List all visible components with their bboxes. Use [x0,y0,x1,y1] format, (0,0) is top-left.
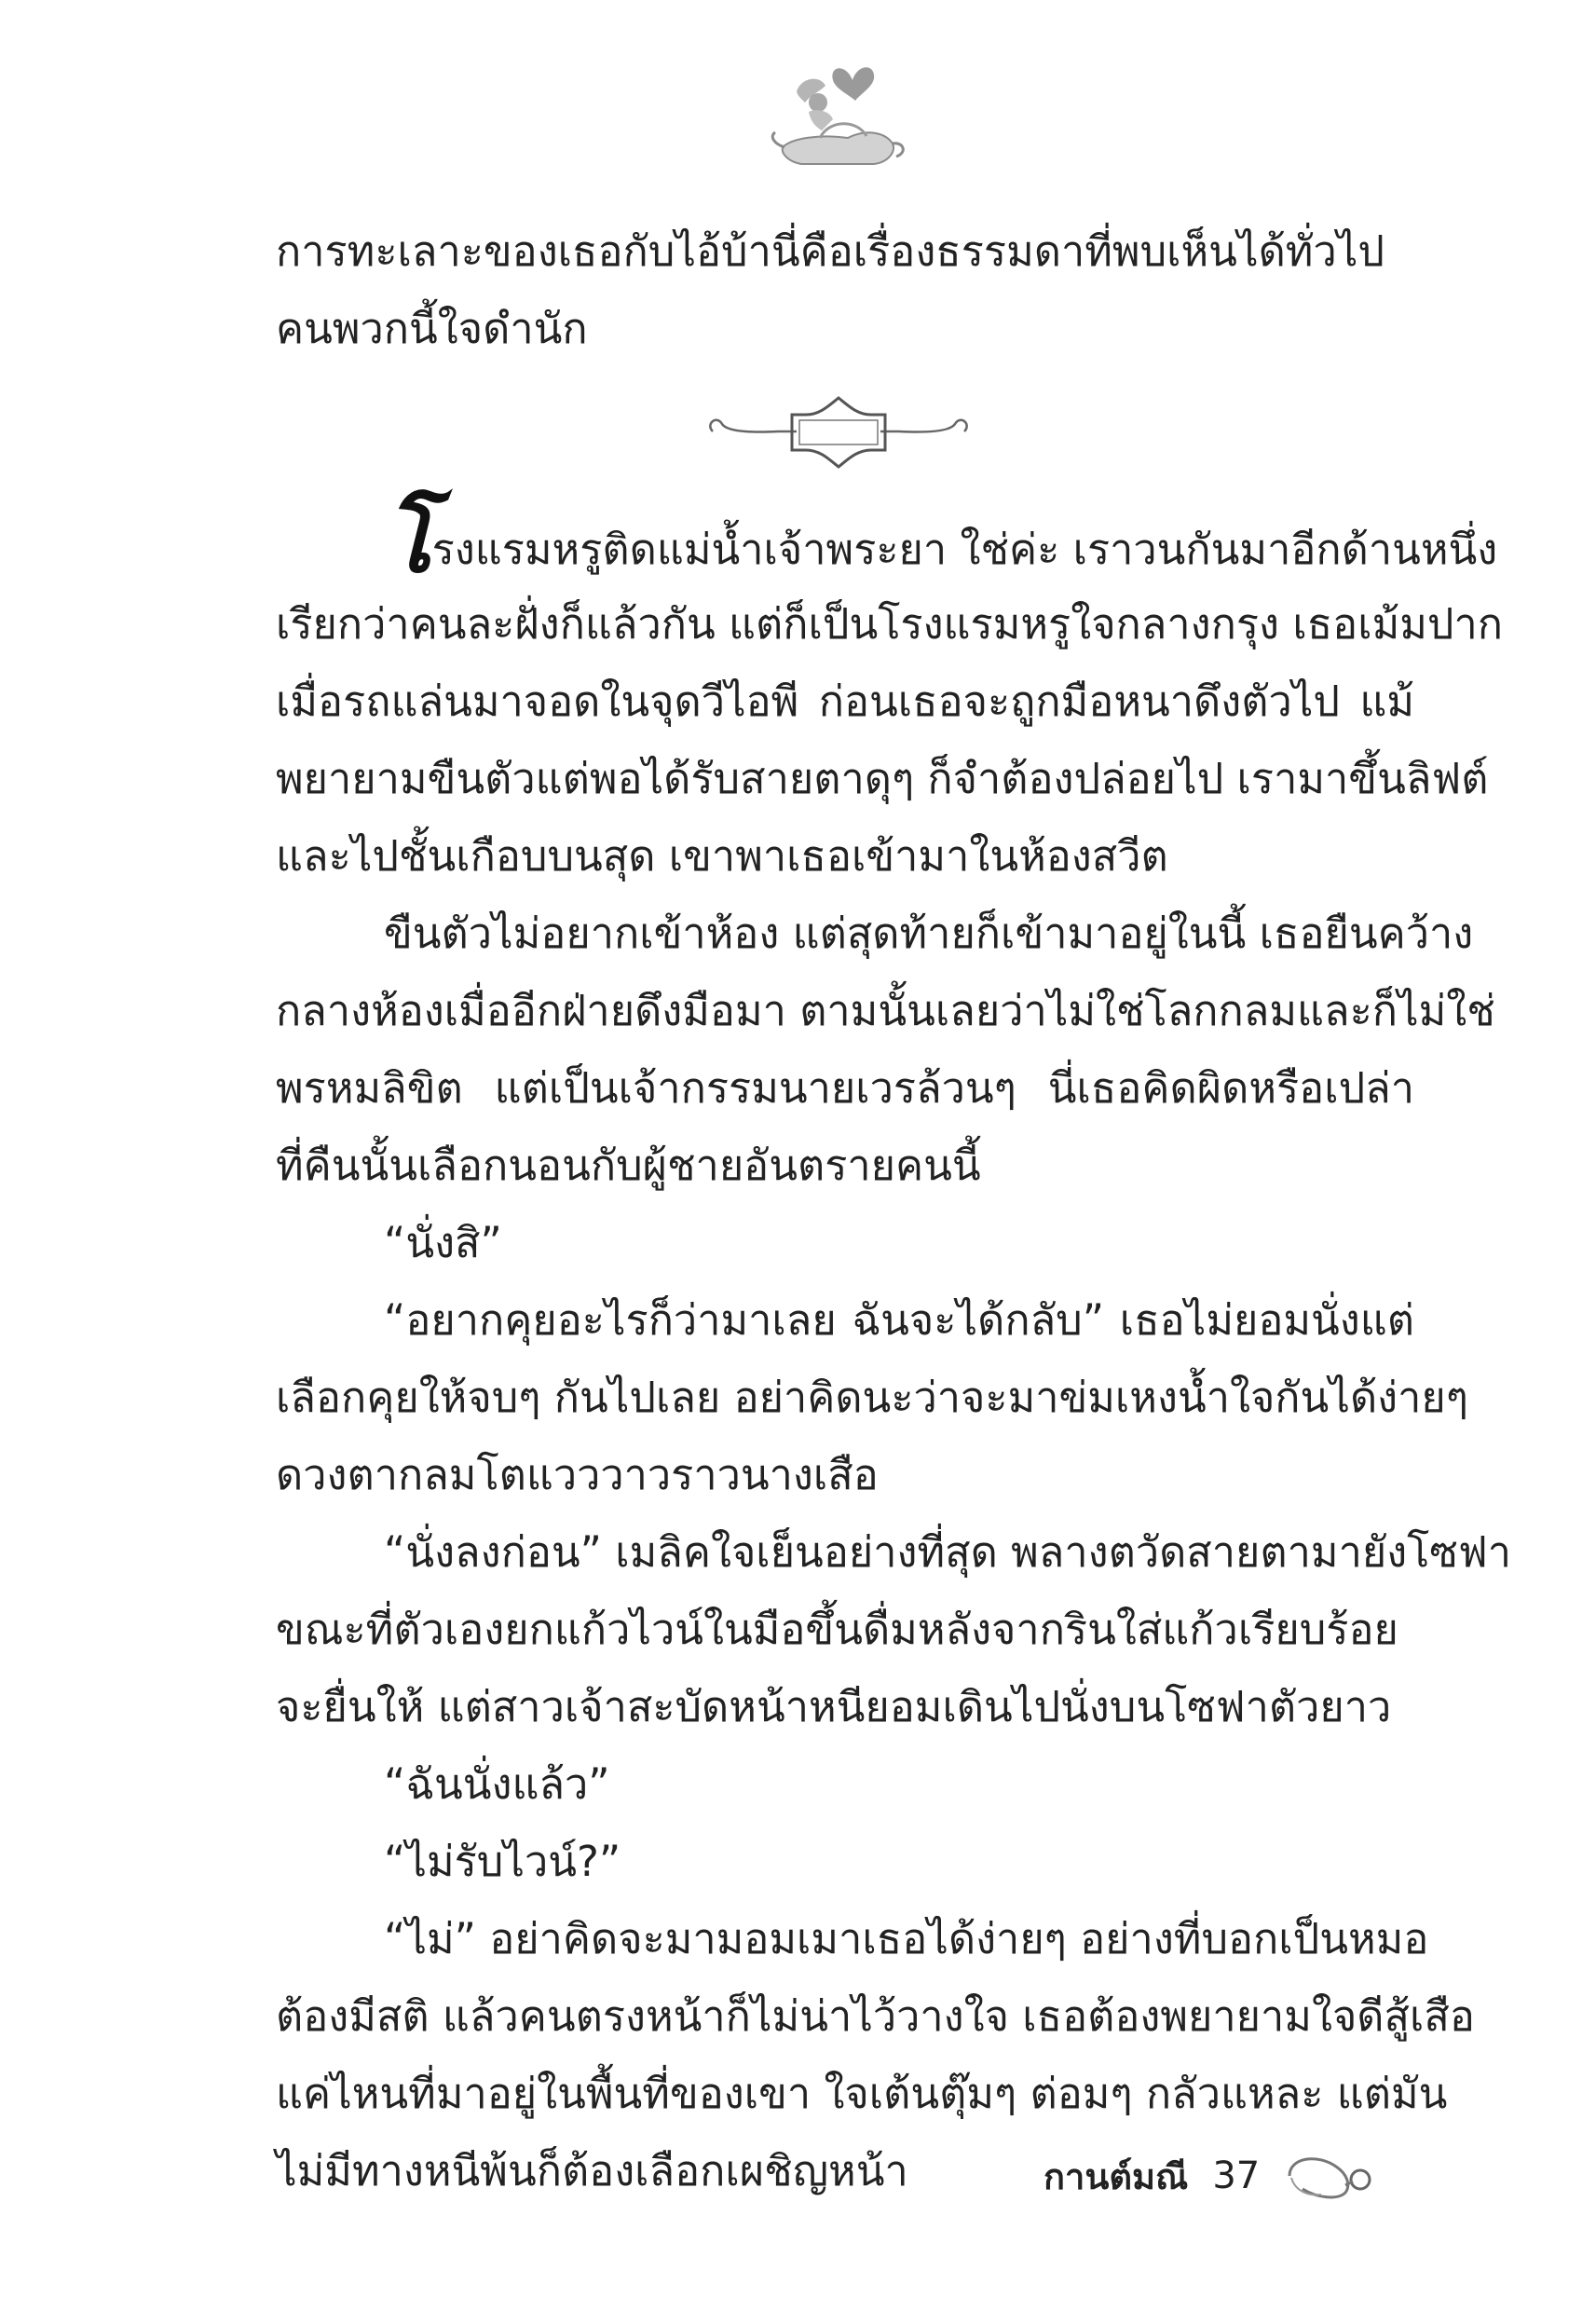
stethoscope-icon [1280,2148,1383,2204]
text-line: ไม่มีทางหนีพ้นก็ต้องเลือกเผชิญหน้า [276,2146,908,2195]
text-line: คนพวกนี้ใจดำนัก [276,304,588,353]
text-line: และไปชั้นเกือบบนสุด เขาพาเธอเข้ามาในห้องสวีต [276,831,1168,881]
ornamental-divider-icon [703,387,974,480]
page-number: 37 [1212,2154,1261,2197]
text-line: เมื่อรถแล่นมาจอดในจุดวีไอพี ก่อนเธอจะถูกมือหนาดึงตัวไป แม้ [276,677,1414,726]
dialogue-line: “ฉันนั่งแล้ว” [384,1759,610,1809]
running-title: กานต์มณี [1044,2155,1189,2197]
text-line: ต้องมีสติ แล้วคนตรงหน้าก็ไม่น่าไว้วางใจ เธอต้องพยายามใจดีสู้เสือ [276,1991,1475,2041]
text-line: จะยื่นให้ แต่สาวเจ้าสะบัดหน้าหนียอมเดินไปนั่งบนโซฟาตัวยาว [276,1682,1392,1731]
text-line: พยายามขืนตัวแต่พอได้รับสายตาดุๆ ก็จำต้องปล่อยไป เรามาขึ้นลิฟต์ [276,754,1489,803]
text-line: ขืนตัวไม่อยากเข้าห้อง แต่สุดท้ายก็เข้ามาอยู่ในนี้ เธอยืนคว้าง [384,909,1474,958]
first-line-text: รงแรมหรูติดแม่น้ำเจ้าพระยา ใช่ค่ะ เราวนกันมาอีกด้านหนึ่ง [431,525,1498,574]
main-text [276,487,1512,2209]
dialogue-line: “ไม่” อย่าคิดจะมามอมเมาเธอได้ง่ายๆ อย่างที่บอกเป็นหมอ [384,1914,1429,1963]
text-line [276,487,1498,593]
drop-cap: โ [384,487,432,593]
dialogue-line: “อยากคุยอะไรก็ว่ามาเลย ฉันจะได้กลับ” เธอไม่ยอมนั่งแต่ [384,1295,1414,1345]
dialogue-line: “ไม่รับไวน์?” [384,1837,621,1886]
dialogue-line: “นั่งสิ” [384,1218,502,1267]
text-line: ที่คืนนั้นเลือกนอนกับผู้ชายอันตรายคนนี้ [276,1141,981,1190]
cupid-teapot-logo-icon [764,54,913,175]
text-line: ขณะที่ตัวเองยกแก้วไวน์ในมือขึ้นดื่มหลังจากรินใส่แก้วเรียบร้อย [276,1605,1398,1654]
text-line: แค่ไหนที่มาอยู่ในพื้นที่ของเขา ใจเต้นตุ๊มๆ ต่อมๆ กลัวแหละ แต่มัน [276,2069,1448,2118]
text-line: กลางห้องเมื่ออีกฝ่ายดึงมือมา ตามนั้นเลยว่าไม่ใช่โลกกลมและก็ไม่ใช่ [276,986,1495,1035]
text-line: ดวงตากลมโตแวววาวราวนางเสือ [276,1450,879,1499]
text-line: เรียกว่าคนละฝั่งก็แล้วกัน แต่ก็เป็นโรงแรมหรูใจกลางกรุง เธอเม้มปาก [276,599,1503,649]
text-line: พรหมลิขิต แต่เป็นเจ้ากรรมนายเวรล้วนๆ นี่เธอคิดผิดหรือเปล่า [276,1063,1414,1113]
dialogue-line: “นั่งลงก่อน” เมลิคใจเย็นอย่างที่สุด พลางตวัดสายตามายังโซฟา [384,1527,1512,1577]
text-line: เลือกคุยให้จบๆ กันไปเลย อย่าคิดนะว่าจะมาข่มเหงน้ำใจกันได้ง่ายๆ [276,1373,1468,1422]
text-line: การทะเลาะของเธอกับไอ้บ้านี่คือเรื่องธรรมดาที่พบเห็นได้ทั่วไป [276,226,1385,276]
page-footer [1044,2143,1383,2208]
opening-paragraph [276,212,1414,367]
